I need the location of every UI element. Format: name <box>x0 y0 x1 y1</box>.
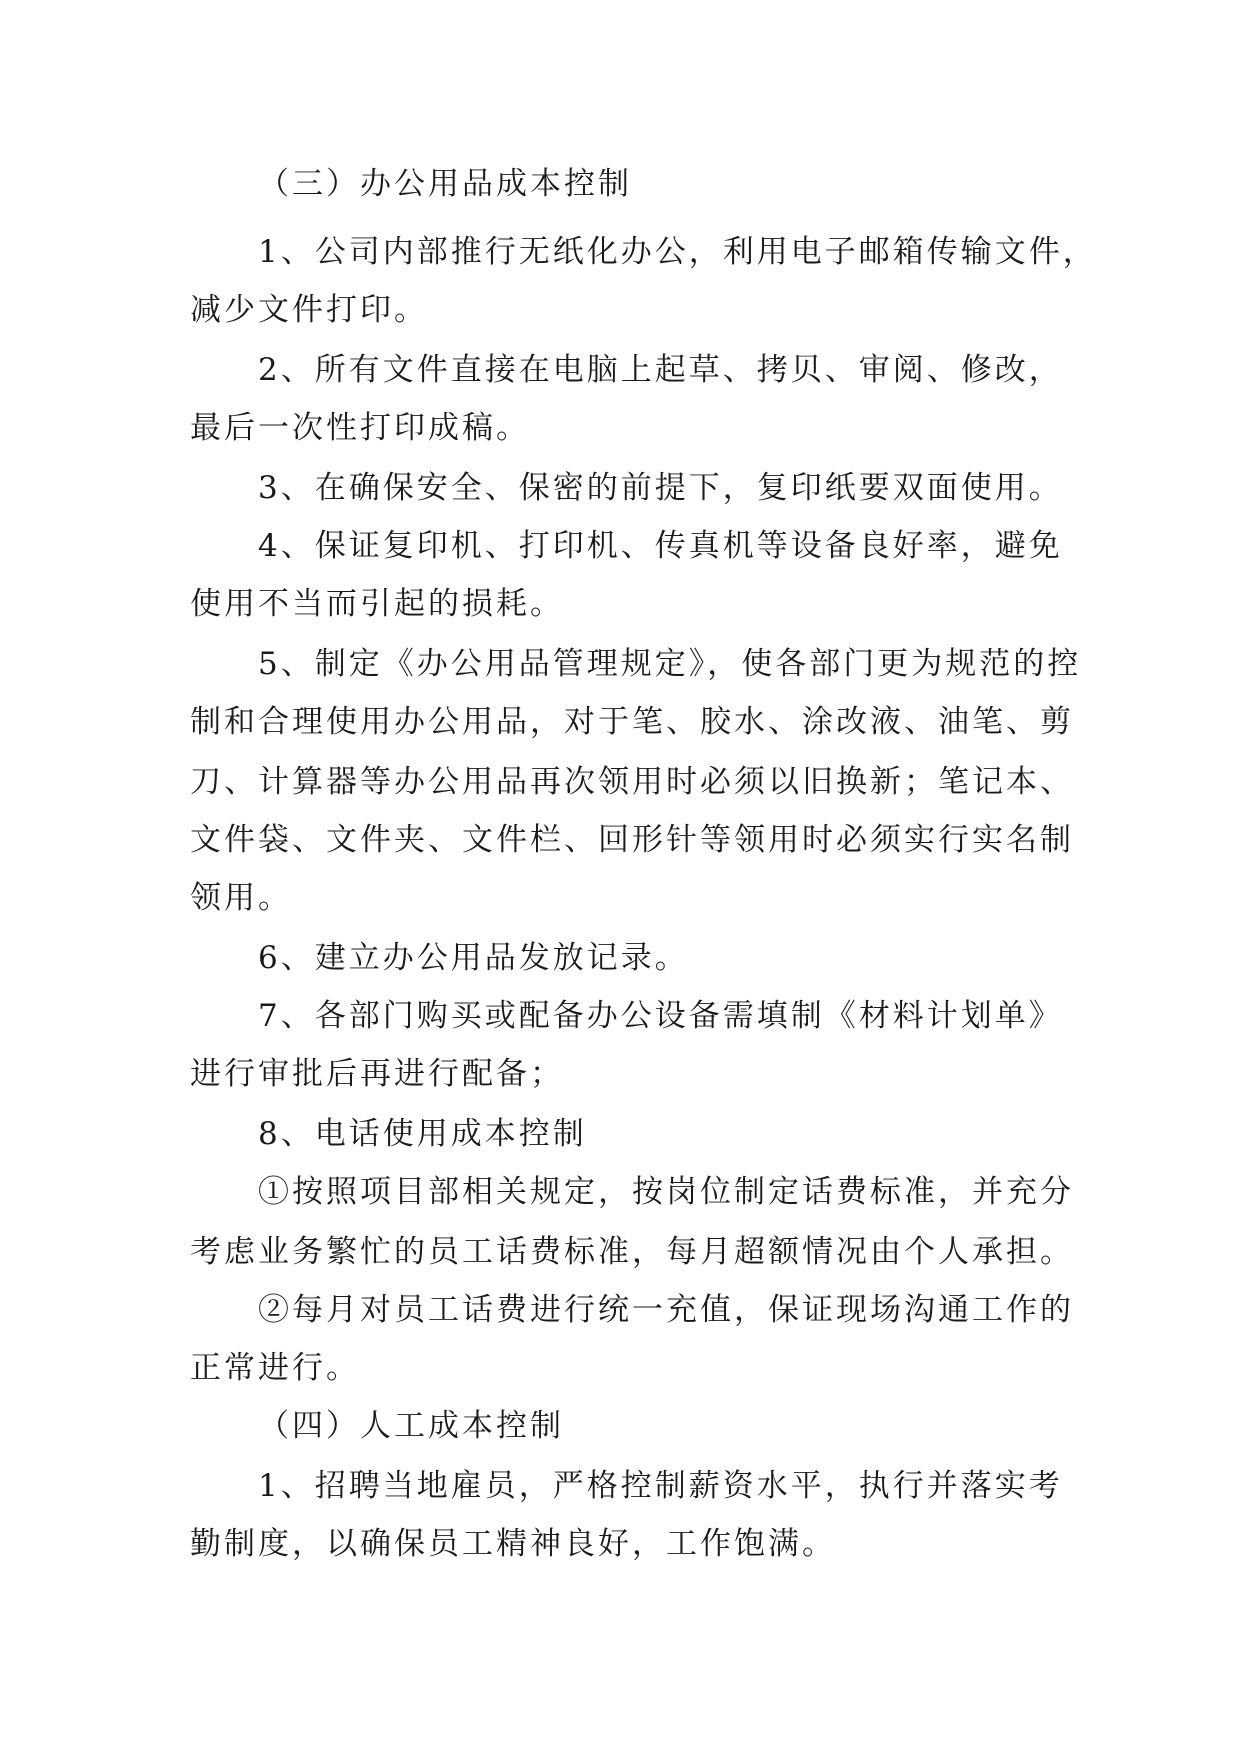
paragraph-10-line-1: ②每月对员工话费进行统一充值，保证现场沟通工作的 <box>258 1292 1074 1328</box>
paragraph-11-line-1: 1、招聘当地雇员，严格控制薪资水平，执行并落实考 <box>258 1468 1063 1504</box>
section-heading-office-supplies: （三）办公用品成本控制 <box>258 166 632 202</box>
paragraph-9-line-1: ①按照项目部相关规定，按岗位制定话费标准，并充分 <box>258 1174 1074 1210</box>
section-heading-labor-cost: （四）人工成本控制 <box>258 1408 564 1444</box>
paragraph-2-line-2: 最后一次性打印成稿。 <box>190 410 530 446</box>
paragraph-10-line-2: 正常进行。 <box>190 1350 360 1386</box>
paragraph-5-line-4: 文件袋、文件夹、文件栏、回形针等领用时必须实行实名制 <box>190 822 1074 858</box>
paragraph-7-line-2: 进行审批后再进行配备； <box>190 1056 564 1092</box>
paragraph-5-line-3: 刀、计算器等办公用品再次领用时必须以旧换新；笔记本、 <box>190 764 1074 800</box>
paragraph-11-line-2: 勤制度，以确保员工精神良好，工作饱满。 <box>190 1526 836 1562</box>
paragraph-5-line-2: 制和合理使用办公用品，对于笔、胶水、涂改液、油笔、剪 <box>190 704 1074 740</box>
paragraph-6-line-1: 6、建立办公用品发放记录。 <box>258 940 689 976</box>
paragraph-5-line-1: 5、制定《办公用品管理规定》，使各部门更为规范的控 <box>258 646 1082 682</box>
paragraph-3-line-1: 3、在确保安全、保密的前提下，复印纸要双面使用。 <box>258 470 1063 506</box>
paragraph-4-line-1: 4、保证复印机、打印机、传真机等设备良好率，避免 <box>258 528 1063 564</box>
paragraph-4-line-2: 使用不当而引起的损耗。 <box>190 586 564 622</box>
paragraph-8-line-1: 8、电话使用成本控制 <box>258 1116 587 1152</box>
paragraph-5-line-5: 领用。 <box>190 880 292 916</box>
paragraph-1-line-1: 1、公司内部推行无纸化办公，利用电子邮箱传输文件， <box>258 234 1097 270</box>
paragraph-7-line-1: 7、各部门购买或配备办公设备需填制《材料计划单》 <box>258 998 1063 1034</box>
paragraph-9-line-2: 考虑业务繁忙的员工话费标准，每月超额情况由个人承担。 <box>190 1234 1074 1270</box>
paragraph-1-line-2: 减少文件打印。 <box>190 292 428 328</box>
paragraph-2-line-1: 2、所有文件直接在电脑上起草、拷贝、审阅、修改， <box>258 352 1063 388</box>
